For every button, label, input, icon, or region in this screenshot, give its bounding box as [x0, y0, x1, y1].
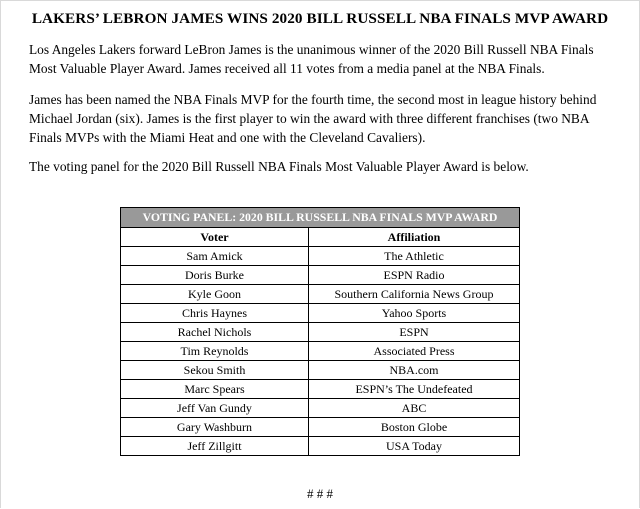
paragraph-history: James has been named the NBA Finals MVP for the fourth time, the second most in league history behind Michael Jordan (six). James is the first player to win the award with three different franchises (two NBA Finals MVPs with the Miami Heat and one with the Cleveland Cavaliers). [29, 92, 597, 145]
voter-cell: Doris Burke [121, 266, 309, 285]
voter-cell: Tim Reynolds [121, 342, 309, 361]
table-caption: VOTING PANEL: 2020 BILL RUSSELL NBA FINALS MVP AWARD [121, 208, 520, 228]
table-row [121, 266, 520, 285]
paragraph-intro: Los Angeles Lakers forward LeBron James is the unanimous winner of the 2020 Bill Russell NBA Finals Most Valuable Player Award. James received all 11 votes from a media panel at the NBA Finals. [29, 42, 594, 76]
table-body [121, 247, 520, 456]
affiliation-cell: USA Today [309, 437, 520, 456]
affiliation-cell: The Athletic [309, 247, 520, 266]
voter-cell: Rachel Nichols [121, 323, 309, 342]
voter-cell: Jeff Zillgitt [121, 437, 309, 456]
table-row [121, 437, 520, 456]
table-row [121, 380, 520, 399]
voter-cell: Sekou Smith [121, 361, 309, 380]
voter-cell: Chris Haynes [121, 304, 309, 323]
table-row [121, 323, 520, 342]
voter-cell: Marc Spears [121, 380, 309, 399]
voter-cell: Gary Washburn [121, 418, 309, 437]
voter-cell: Jeff Van Gundy [121, 399, 309, 418]
affiliation-cell: Associated Press [309, 342, 520, 361]
voter-cell: Sam Amick [121, 247, 309, 266]
table-row [121, 399, 520, 418]
affiliation-cell: ESPN [309, 323, 520, 342]
paragraph-panel-intro: The voting panel for the 2020 Bill Russell NBA Finals Most Valuable Player Award is below. [29, 159, 529, 174]
affiliation-cell: ESPN Radio [309, 266, 520, 285]
table-row [121, 418, 520, 437]
table-row [121, 285, 520, 304]
affiliation-cell: ABC [309, 399, 520, 418]
table-row [121, 361, 520, 380]
affiliation-cell: Boston Globe [309, 418, 520, 437]
page-title: LAKERS’ LEBRON JAMES WINS 2020 BILL RUSSELL NBA FINALS MVP AWARD [31, 10, 609, 27]
affiliation-cell: NBA.com [309, 361, 520, 380]
affiliation-cell: ESPN’s The Undefeated [309, 380, 520, 399]
column-header-affiliation: Affiliation [309, 228, 520, 247]
table-row [121, 342, 520, 361]
table-row [121, 247, 520, 266]
table-row [121, 304, 520, 323]
affiliation-cell: Yahoo Sports [309, 304, 520, 323]
voting-panel-table [120, 207, 520, 456]
column-header-voter: Voter [121, 228, 309, 247]
affiliation-cell: Southern California News Group [309, 285, 520, 304]
voter-cell: Kyle Goon [121, 285, 309, 304]
end-mark: # # # [307, 486, 333, 501]
